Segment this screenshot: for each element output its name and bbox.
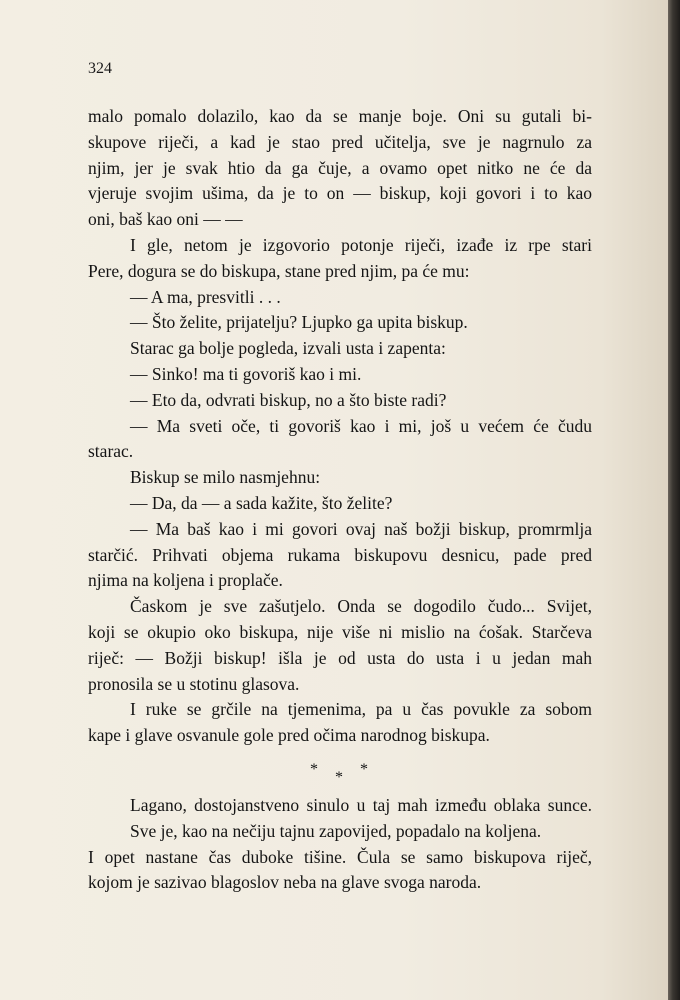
text-line: njima na koljena i proplače. (88, 570, 283, 591)
text-line: Pere, dogura se do biskupa, stane pred njim, pa će mu: (88, 260, 470, 281)
text-line: njim, jer je svak htio da ga čuje, a ovamo opet nitko ne će da (88, 157, 592, 178)
page-number: 324 (88, 60, 112, 77)
text-line: malo pomalo dolazilo, kao da se manje boje. Oni su gutali bi- (88, 106, 592, 126)
text-line: I gle, netom je izgovorio potonje riječi, izađe iz rpe stari (130, 234, 592, 255)
dialogue-line: — Da, da — a sada kažite, što želite? (130, 492, 393, 513)
text-line: Sve je, kao na nečiju tajnu zapovijed, popadalo na koljena. (130, 820, 542, 841)
text-line: starac. (88, 441, 134, 462)
dialogue-line: — Eto da, odvrati biskup, no a što biste radi? (130, 389, 447, 410)
asterisk: * (310, 760, 318, 778)
dialogue-line: — Ma sveti oče, ti govoriš kao i mi, još u većem će čudu (130, 415, 592, 436)
dialogue-line: — Ma baš kao i mi govori ovaj naš božji biskup, promrmlja (130, 518, 592, 539)
asterisk: * (360, 760, 368, 778)
text-line: Biskup se milo nasmjehnu: (130, 467, 321, 488)
text-line: kojom je sazivao blagoslov neba na glave svoga naroda. (88, 872, 482, 893)
body-text (88, 104, 592, 896)
text-line: riječ: — Božji biskup! išla je od usta do usta i u jedan mah (88, 647, 592, 668)
text-line: I opet nastane čas duboke tišine. Čula se samo biskupova riječ, (88, 846, 592, 867)
dialogue-line: — A ma, presvitli . . . (130, 286, 281, 307)
text-line: skupove riječi, a kad je stao pred učitelja, sve je nagrnulo za (88, 131, 592, 152)
text-line: pronosila se u stotinu glasova. (88, 673, 300, 694)
dialogue-line: — Sinko! ma ti govoriš kao i mi. (130, 363, 362, 384)
text-line: vjeruje svojim ušima, da je to on — biskup, koji govori i to kao (88, 183, 592, 204)
text-line: Lagano, dostojanstveno sinulo u taj mah između oblaka sunce. (130, 794, 592, 815)
text-line: Časkom je sve zašutjelo. Onda se dogodilo čudo... Svijet, (130, 596, 592, 617)
book-spine-edge (668, 0, 680, 1000)
text-line: oni, baš kao oni — — (88, 209, 243, 230)
text-line: starčić. Prihvati objema rukama biskupovu desnicu, pade pred (88, 544, 592, 565)
text-line: koji se okupio oko biskupa, nije više ni mislio na ćošak. Starčeva (88, 621, 592, 642)
text-line: kape i glave osvanule gole pred očima narodnog biskupa. (88, 725, 490, 746)
asterisk: * (335, 768, 343, 786)
text-line: Starac ga bolje pogleda, izvali usta i zapenta: (130, 338, 446, 359)
dialogue-line: — Što želite, prijatelju? Ljupko ga upita biskup. (130, 312, 468, 333)
section-break (88, 749, 592, 793)
text-line: I ruke se grčile na tjemenima, pa u čas povukle za sobom (130, 699, 592, 720)
